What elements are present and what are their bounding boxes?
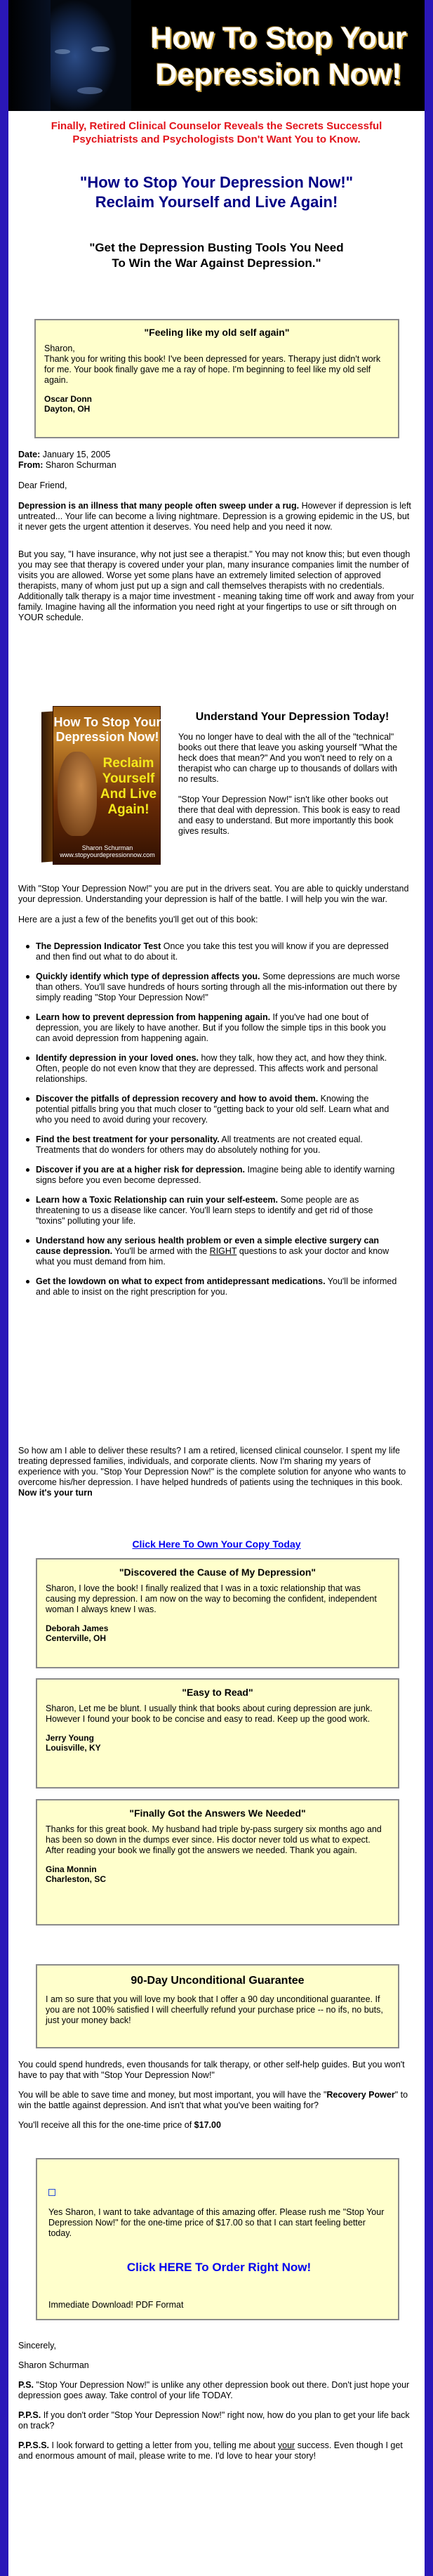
- benefit-item: [36, 1195, 401, 1227]
- testimonial-title: "Feeling like my old self again": [144, 327, 290, 338]
- book-cover-image: [41, 706, 161, 865]
- subheadline-line1: "Get the Depression Busting Tools You Need: [89, 241, 344, 254]
- bullet-icon: [26, 1198, 29, 1202]
- book-cover: [53, 706, 161, 865]
- benefit-rest: Imagine being able to identify warning signs before you even become depressed.: [36, 1165, 395, 1185]
- book-tagline: [97, 756, 160, 818]
- ps-label: P.P.S.S.: [18, 2440, 50, 2450]
- book-tagline-line: Again!: [107, 802, 149, 817]
- testimonial-title: "Easy to Read": [182, 1687, 253, 1698]
- signoff-section: [18, 2332, 415, 2461]
- benefit-bold: Learn how a Toxic Relationship can ruin your self-esteem.: [36, 1195, 278, 1205]
- ps-label: P.S.: [18, 2380, 34, 2390]
- signature: Sharon Schurman: [18, 2360, 89, 2370]
- benefit-bold: Get the lowdown on what to expect from antidepressant medications.: [36, 1276, 326, 1286]
- postscript-3: [18, 2440, 415, 2461]
- benefit-bold: Quickly identify which type of depression affects you.: [36, 972, 260, 981]
- recovery-bold: Recovery Power: [326, 2090, 395, 2100]
- book-author: [53, 844, 161, 858]
- benefit-rest: You'll be informed and able to insist on the right prescription for you.: [36, 1276, 397, 1297]
- testimonial-author: [44, 394, 389, 414]
- ps-text: success. Even though I get and enormous amount of mail, please write to me. I'd love to hear your story!: [18, 2440, 403, 2461]
- benefit-rest: how they talk, how they act, and how they think. Often, people do not even know that they are depressed. This affects work and personal relationships.: [36, 1053, 387, 1084]
- date-value: January 15, 2005: [42, 450, 111, 459]
- benefit-rest: Knowing the potential pitfalls bring you that much closer to "getting back to your old self. Learn what and who you need to avoid during your recovery.: [36, 1094, 389, 1125]
- order-box: [36, 2158, 399, 2320]
- order-text: Yes Sharon, I want to take advantage of this amazing offer. Please rush me "Stop Your Depression Now!" for the one-time price of $17.00 so that I can start feeling better today.: [48, 2207, 385, 2238]
- benefit-item: [36, 1236, 401, 1267]
- bullet-icon: [26, 1138, 29, 1142]
- sales-page: [8, 0, 425, 2576]
- testimonial-location: Dayton, OH: [44, 404, 91, 414]
- deliver-bold: Now it's your turn: [18, 1488, 93, 1498]
- headline-line1: "How to Stop Your Depression Now!": [79, 174, 354, 191]
- understand-heading: Understand Your Depression Today!: [195, 711, 389, 723]
- order-format: Immediate Download! PDF Format: [48, 2300, 184, 2310]
- bullet-icon: [26, 975, 29, 979]
- testimonial-body: Thanks for this great book. My husband had triple by-pass surgery six months ago and has been so down in the dumps ever since. His doctor never told us what to expect. After reading your book we finally got the answers we needed. Thank you again.: [46, 1824, 382, 1855]
- benefit-item: [36, 1165, 401, 1186]
- understand-paragraph-1: You no longer have to deal with the all of the "technical" books out there that leave you asking yourself "What the heck does that mean?" And you won't need to rely on a therapist who can charge up to thousands of dollars with no results.: [178, 732, 398, 784]
- own-copy-link[interactable]: Click Here To Own Your Copy Today: [132, 1538, 301, 1550]
- paragraph-illness: [18, 501, 415, 532]
- benefit-rest: All treatments are not created equal. Treatments that do wonders for others may do absolutely nothing for you.: [36, 1135, 363, 1155]
- headline: [22, 173, 411, 212]
- book-tagline-line: Reclaim: [102, 756, 154, 771]
- eye-icon: [91, 46, 109, 52]
- subheadline: [36, 240, 397, 271]
- order-checkbox[interactable]: [48, 2189, 55, 2196]
- benefit-bold: Discover the pitfalls of depression recovery and how to avoid them.: [36, 1094, 319, 1104]
- bullet-icon: [26, 1168, 29, 1172]
- testimonial-author: [46, 1623, 389, 1643]
- banner-title-line1: How To Stop Your: [150, 21, 407, 55]
- benefit-bold: Understand how any serious health problem or even a simple elective surgery can cause depression.: [36, 1236, 380, 1256]
- benefit-bold: Find the best treatment for your personality.: [36, 1135, 220, 1144]
- benefit-rest: You'll be armed with the: [112, 1246, 210, 1256]
- sincerely: Sincerely,: [18, 2341, 56, 2351]
- tagline: Finally, Retired Clinical Counselor Reveals the Secrets Successful Psychiatrists and Psychologists Don't Want You to Know.: [51, 120, 382, 145]
- testimonial-name: Deborah James: [46, 1623, 109, 1633]
- book-tagline-line: Yourself: [102, 771, 155, 786]
- bullet-icon: [26, 1016, 29, 1019]
- testimonial-title: "Finally Got the Answers We Needed": [129, 1807, 306, 1819]
- benefit-item: [36, 941, 401, 962]
- benefit-bold: Learn how to prevent depression from happening again.: [36, 1012, 271, 1022]
- bullet-icon: [26, 1097, 29, 1101]
- testimonial-location: Centerville, OH: [46, 1633, 107, 1643]
- sad-woman-face-image: [8, 0, 131, 111]
- book-tagline-line: And Live: [100, 787, 157, 802]
- benefit-item: [36, 972, 401, 1003]
- benefit-rest: Once you take this test you will know if you are depressed and then find out what to do about it.: [36, 941, 389, 962]
- bullet-icon: [26, 1239, 29, 1243]
- guarantee-box: [36, 1964, 399, 2048]
- testimonial-body: Sharon, I love the book! I finally realized that I was in a toxic relationship that was causing my depression. I am now on the way to becoming the confident, independent woman I always knew I was.: [46, 1583, 377, 1614]
- letter-meta: [18, 450, 415, 623]
- paragraph-illness-bold: Depression is an illness that many people often sweep under a rug.: [18, 501, 300, 511]
- ps-text: I look forward to getting a letter from you, telling me about: [49, 2440, 278, 2450]
- drivers-seat-section: [18, 884, 415, 925]
- testimonial-box: [36, 1678, 399, 1789]
- testimonial-body: Sharon, Thank you for writing this book! I've been depressed for years. Therapy just didn't work for me. Your book finally gave me a ray of hope. I'm beginning to feel like my old self again.: [44, 344, 381, 385]
- testimonial-box: [36, 1799, 399, 1926]
- testimonial-body: Sharon, Let me be blunt. I usually think that books about curing depression are junk. However I found your book to be concise and easy to read. Keep up the good work.: [46, 1704, 373, 1724]
- benefit-item: [36, 1012, 401, 1044]
- benefit-bold: Identify depression in your loved ones.: [36, 1053, 199, 1063]
- guarantee-title: 90-Day Unconditional Guarantee: [131, 1975, 305, 1987]
- paragraph-drivers-seat: With "Stop Your Depression Now!" you are put in the drivers seat. You are able to quickly understand your depression. Understanding your depression is half of the battle. I will help you win the war.: [18, 884, 409, 904]
- benefit-rest: Some depressions are much worse than others. You'll save hundreds of hours sorting through all the mis-information out there by simply reading "Stop Your Depression Now!": [36, 972, 400, 1002]
- guarantee-body: I am so sure that you will love my book that I offer a 90 day unconditional guarantee. If you are not 100% satisfied I will cheerfully refund your purchase price -- no ifs, no buts, just your money back!: [46, 1994, 383, 2025]
- book-author-name: Sharon Schurman: [81, 844, 133, 851]
- benefits-intro: Here are a just a few of the benefits you'll get out of this book:: [18, 915, 258, 924]
- paragraph-insurance: But you say, "I have insurance, why not just see a therapist." You may not know this; but even though you may see that therapy is covered under your plan, many insurance companies limit the number of visits you are allowed. Worse yet some plans have an extremely limited selection of approved therapists, many of whom just put up a sign and call themselves therapists with no credentials. Additionally talk therapy is a major time investment - meaning taking time off work and away from your family. Imagine having all the information you need right at your fingertips to use or sift through on YOUR schedule.: [18, 549, 414, 622]
- banner-title: [138, 20, 419, 93]
- deliver-paragraph: [18, 1446, 415, 1498]
- testimonial-title: "Discovered the Cause of My Depression": [119, 1567, 317, 1578]
- postscript-1: [18, 2380, 415, 2401]
- subheadline-line2: To Win the War Against Depression.": [112, 256, 321, 270]
- understand-section: [178, 712, 406, 837]
- benefit-rest: If you've had one bout of depression, you are likely to have another. But if you follow the simple tips in this book you can avoid depression from happening again.: [36, 1012, 386, 1043]
- bullet-icon: [26, 1057, 29, 1060]
- benefit-rest: Some people are as threatening to us a disease like cancer. You'll learn steps to identify and get rid of those "toxins" polluting your life.: [36, 1195, 373, 1226]
- closing-paragraphs: [18, 2060, 415, 2131]
- benefits-list: [36, 941, 401, 1307]
- price-value: $17.00: [194, 2120, 221, 2130]
- ps-text: If you don't order "Stop Your Depression Now!" right now, how do you plan to get your life back on track?: [18, 2410, 410, 2431]
- testimonial-box: [34, 319, 399, 438]
- paragraph-recovery: [18, 2090, 415, 2111]
- ps-underlined: your: [277, 2440, 295, 2450]
- testimonial-name: Jerry Young: [46, 1733, 94, 1743]
- banner-title-line2: Depression Now!: [155, 58, 402, 91]
- benefit-bold: Discover if you are at a higher risk for depression.: [36, 1165, 246, 1175]
- ps-label: P.P.S.: [18, 2410, 41, 2420]
- benefit-bold: The Depression Indicator Test: [36, 941, 161, 951]
- testimonial-name: Gina Monnin: [46, 1864, 97, 1874]
- benefit-item: [36, 1276, 401, 1297]
- recovery-pre: You will be able to save time and money, but most important, you will have the ": [18, 2090, 327, 2100]
- greeting: Dear Friend,: [18, 480, 67, 490]
- own-copy-link-row: [8, 1538, 425, 1550]
- order-now-button[interactable]: Click HERE To Order Right Now!: [126, 2261, 312, 2274]
- lips-icon: [77, 87, 102, 94]
- benefit-underlined: RIGHT: [209, 1246, 237, 1256]
- price-pre: You'll receive all this for the one-time price of: [18, 2120, 194, 2130]
- eye-icon: [55, 49, 70, 54]
- headline-line2: Reclaim Yourself and Live Again!: [95, 193, 338, 211]
- benefit-item: [36, 1053, 401, 1085]
- paragraph-price: [18, 2120, 415, 2131]
- book-face-image: [58, 752, 97, 836]
- postscript-2: [18, 2410, 415, 2431]
- testimonial-author: [46, 1733, 389, 1753]
- paragraph-save: You could spend hundreds, even thousands for talk therapy, or other self-help guides. But you won't have to pay that with "Stop Your Depression Now!": [18, 2060, 405, 2080]
- recovery-post: " to win the battle against depression. And isn't that what you've been waiting for?: [18, 2090, 408, 2110]
- benefit-item: [36, 1135, 401, 1156]
- benefit-item: [36, 1094, 401, 1125]
- book-title: How To Stop Your Depression Now!: [53, 715, 161, 744]
- bullet-icon: [26, 945, 29, 948]
- testimonial-author: [46, 1864, 389, 1884]
- deliver-text: So how am I able to deliver these results? I am a retired, licensed clinical counselor. I spent my life treating depressed families, individuals, and corporate clients. Now I'm sharing my years of experience with you. "Stop Your Depression Now!" is the complete solution for anyone who wants to overcome his/her depression. I have helped hundreds of patients using the techniques in this book.: [18, 1446, 406, 1487]
- bullet-icon: [26, 1280, 29, 1283]
- understand-paragraph-2: "Stop Your Depression Now!" isn't like other books out there that deal with depression. This book is easy to read and easy to understand. But more importantly this book gives results.: [178, 795, 400, 836]
- testimonial-location: Charleston, SC: [46, 1874, 107, 1884]
- hair-shadow: [8, 0, 51, 111]
- from-value: Sharon Schurman: [45, 460, 116, 470]
- date-label: Date:: [18, 450, 41, 459]
- testimonial-location: Louisville, KY: [46, 1743, 101, 1753]
- book-site: www.stopyourdepressionnow.com: [60, 851, 155, 858]
- testimonial-name: Oscar Donn: [44, 394, 93, 404]
- ps-text: "Stop Your Depression Now!" is unlike any other depression book out there. Don't just hope your depression goes away. Take control of your life TODAY.: [18, 2380, 410, 2400]
- benefit-rest: questions to ask your doctor and know what you must demand from him.: [36, 1246, 389, 1267]
- testimonial-box: [36, 1558, 399, 1668]
- paragraph-illness-rest: However if depression is left untreated... Your life can become a living nightmare. Depression is a growing epidemic in the US, but it never gets the urgent attention it deserves. You need help and you need it now.: [18, 501, 411, 532]
- from-label: From:: [18, 460, 44, 470]
- header-banner: [8, 0, 425, 111]
